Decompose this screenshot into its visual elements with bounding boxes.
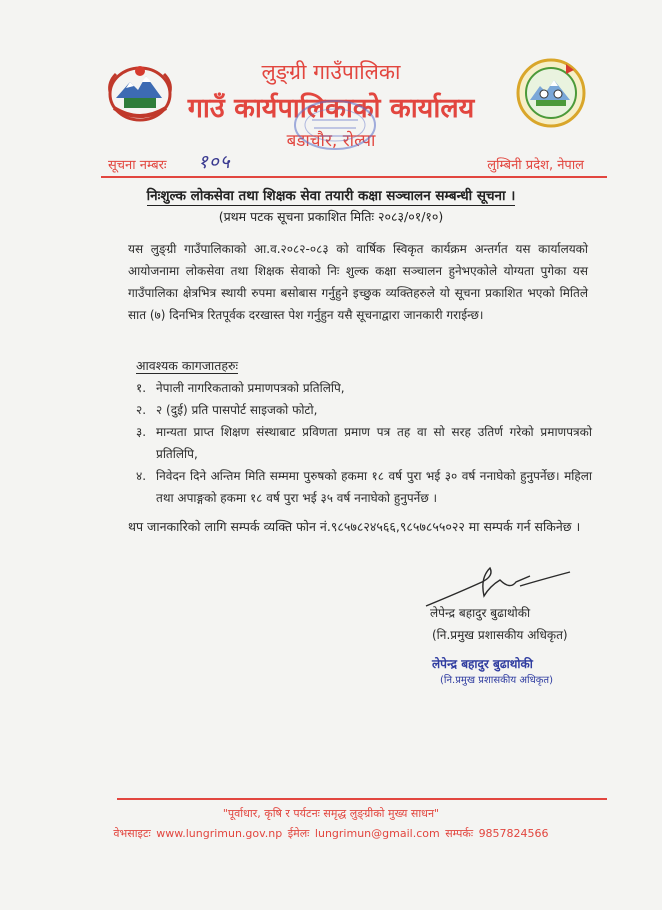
list-item-number: २.	[136, 403, 147, 417]
list-item-text: नेपाली नागरिकताको प्रमाणपत्रको प्रतिलिपि,	[156, 381, 345, 395]
list-item-text: निवेदन दिने अन्तिम मिति सम्ममा पुरुषको हकमा १८ वर्ष पुरा भई ३० वर्ष ननाघेको हुनुपर्नेछ। महिला तथा अपाङ्गको हकमा १८ वर्ष पुरा भई ३५ वर्ष ननाघेको हुनुपर्नेछ ।	[156, 469, 592, 505]
office-address: बडाचौर, रोल्पा	[286, 131, 376, 151]
signature-icon	[420, 562, 580, 610]
notice-number-label: सूचना नम्बरः	[108, 158, 167, 173]
phone-label: सम्पर्कः	[445, 827, 474, 840]
phone-number: 9857824566	[478, 827, 549, 840]
website-link[interactable]: www.lungrimun.gov.np	[156, 827, 283, 840]
list-item	[136, 377, 592, 399]
email-link[interactable]: lungrimun@gmail.com	[314, 827, 440, 840]
notice-subject-text: निःशुल्क लोकसेवा तथा शिक्षक सेवा तयारी कक्षा सञ्चालन सम्बन्धी सूचना ।	[146, 188, 516, 204]
province-label: लुम्बिनी प्रदेश, नेपाल	[487, 158, 584, 173]
signatory-name: लेपेन्द्र बहादुर बुढाथोकी	[430, 606, 531, 620]
requirements-heading-text: आवश्यक कागजातहरुः	[136, 358, 239, 373]
municipality-name: लुङ्ग्री गाउँपालिका	[261, 60, 401, 84]
list-item-text: मान्यता प्राप्त शिक्षण संस्थाबाट प्रविणता प्रमाण पत्र तह वा सो सरह उतिर्ण गरेको प्रमाणपत्रको प्रतिलिपि,	[156, 425, 592, 461]
name-seal: लेपेन्द्र बहादुर बुढाथोकी	[432, 657, 533, 671]
office-stamp-icon	[290, 96, 380, 154]
list-item-number: ४.	[136, 469, 147, 483]
footer-slogan: "पूर्वाधार, कृषि र पर्यटनः समृद्ध लुङ्ग्रीको मुख्य साधन"	[222, 807, 440, 820]
notice-subject	[0, 186, 662, 204]
office-name: गाउँ कार्यपालिकाको कार्यालय	[187, 93, 475, 124]
notice-body: यस लुङ्ग्री गाउँपालिकाको आ.व.२०८२-०८३ को वार्षिक स्विकृत कार्यक्रम अन्तर्गत यस कार्यालयको आयोजनामा लोकसेवा तथा शिक्षक सेवाको निः शुल्क कक्षा सञ्चालन हुनेभएकोले योग्यता पुगेका यस गाउँपालिका क्षेत्रभित्र स्थायी रुपमा बसोबास गर्नुहुने इच्छुक व्यक्तिहरुले यो सूचना प्रकाशित भएको मितिले सात (७) दिनभित्र रितपूर्वक दरखास्त पेश गर्नुहुन यसै सूचनाद्वारा जानकारी गराईन्छ।	[128, 242, 588, 322]
signatory-title: (नि.प्रमुख प्रशासकीय अधिकृत)	[432, 628, 568, 642]
list-item-number: १.	[136, 381, 147, 395]
list-item-text: २ (दुई) प्रति पासपोर्ट साइजको फोटो,	[156, 403, 318, 417]
requirements-heading	[136, 357, 238, 374]
title-seal: (नि.प्रमुख प्रशासकीय अधिकृत)	[440, 675, 553, 686]
contact-info: थप जानकारिको लागि सम्पर्क व्यक्ति फोन नं.९८५७८२४५६६,९८५७८५५०२२ मा सम्पर्क गर्न सकिनेछ ।	[128, 519, 581, 534]
list-item	[136, 421, 592, 465]
list-item	[136, 399, 592, 421]
notice-number-value: १०५	[198, 151, 231, 173]
list-item-number: ३.	[136, 425, 147, 439]
header-divider	[101, 176, 607, 178]
footer-divider	[117, 798, 607, 800]
website-label: वेभसाइटः	[113, 827, 151, 840]
email-label: ईमेलः	[287, 827, 310, 840]
list-item	[136, 465, 592, 509]
requirements-list	[136, 377, 592, 509]
footer-contacts	[0, 826, 662, 841]
first-publication-date: (प्रथम पटक सूचना प्रकाशित मितिः २०८३/०१/१०)	[218, 209, 444, 224]
